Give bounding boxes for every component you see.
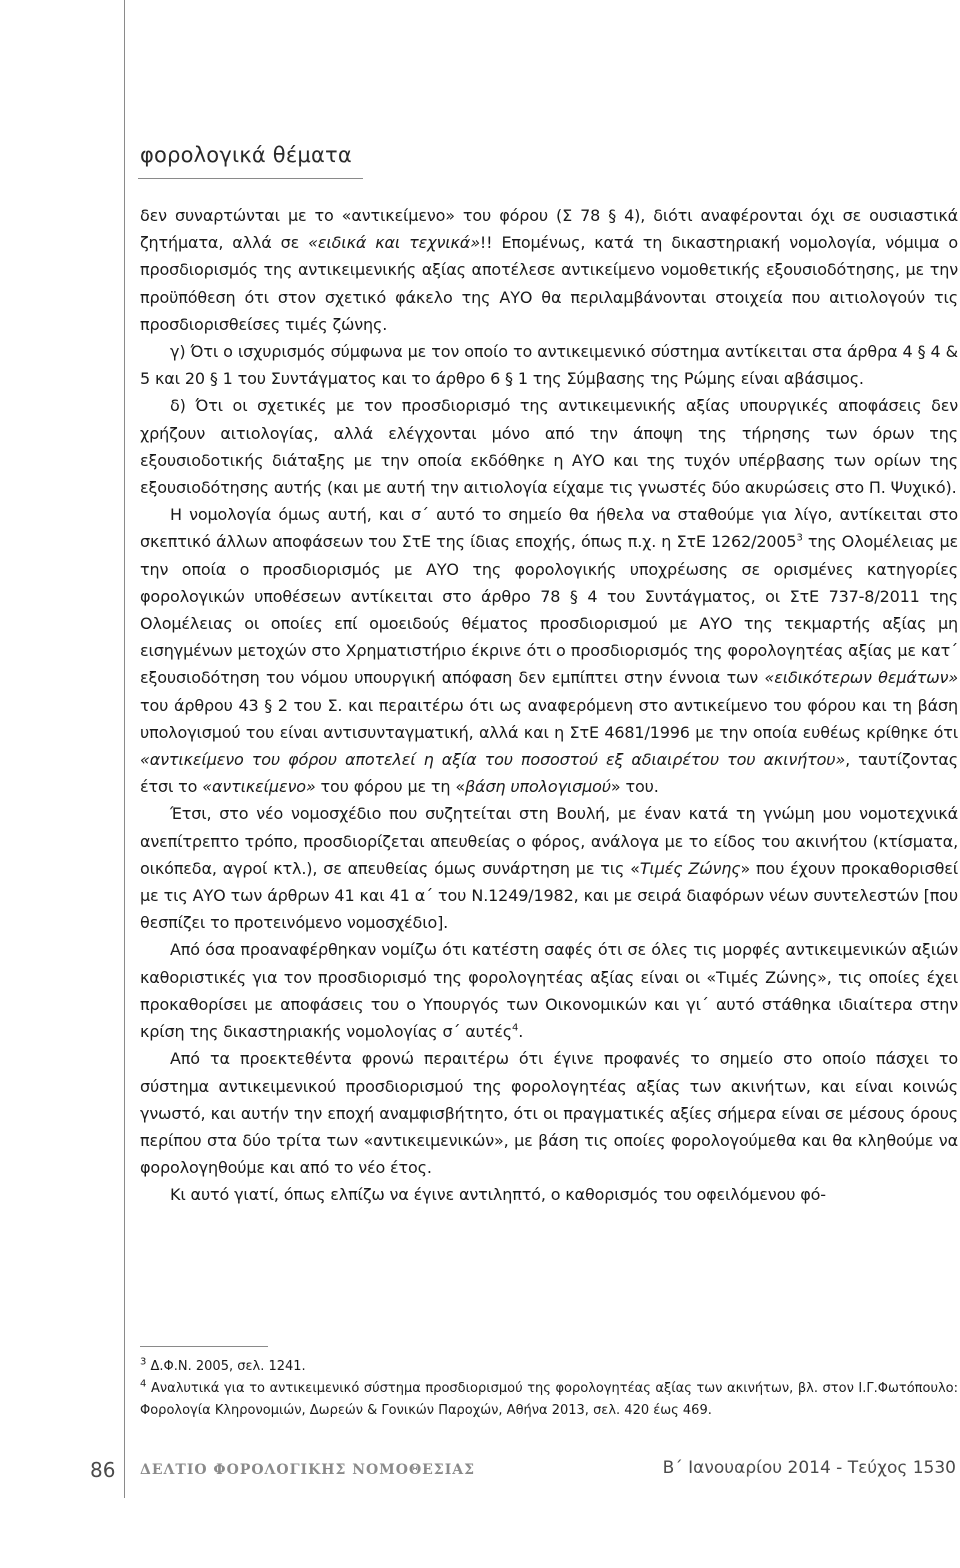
issue-info: Β΄ Ιανουαρίου 2014 - Τεύχος 1530: [662, 1458, 956, 1478]
paragraph-5: Έτσι, στο νέο νομοσχέδιο που συζητείται στη Βουλή, με έναν κατά τη γνώμη μου νομοτεχνικά ανεπίτρεπτο τρόπο, προσδιορίζεται απευθείας ο φόρος, ανάλογα με το είδος του ακινήτου (κτίσματα, οικόπεδα, αγροί κτλ.), σε απευθείας όμως συνάρτηση με τις «Τιμές Ζώνης» που έχουν προκαθορισθεί με τις ΑΥΟ των άρθρων 41 και 41 α΄ του Ν.1249/1982, και με σειρά διαφόρων νέων συντελεστών [που θεσπίζει το προτεινόμενο νομοσχέδιο].: [140, 804, 958, 933]
footnote-separator: [140, 1346, 268, 1347]
footnote-ref-4[interactable]: 4: [512, 1022, 519, 1034]
footer-divider: [124, 1470, 125, 1498]
paragraph-8: Κι αυτό γιατί, όπως ελπίζω να έγινε αντιληπτό, ο καθορισμός του οφειλόμενου φό-: [170, 1185, 826, 1205]
section-title: φορολογικά θέματα: [140, 143, 352, 167]
paragraph-4: Η νομολογία όμως αυτή, και σ΄ αυτό το σημείο θα ήθελα να σταθούμε για λίγο, αντίκειται στο σκεπτικό άλλων αποφάσεων του ΣτΕ της ίδιας εποχής, όπως π.χ. η ΣτΕ 1262/2005$^3$ της Ολομέλειας με την οποία ο προσδιορισμός με ΑΥΟ της φορολογικής υποχρέωσης σε ορισμένες κατηγορίες φορολογικών υποθέσεων αντίκειται στο άρθρο 78 § 4 του Συντάγματος, οι ΣτΕ 737-8/2011 της Ολομέλειας οι οποίες επί ομοειδούς θέματος προσδιορισμού με ΑΥΟ της τεκμαρτής αξίας μη εισηγμένων μετοχών στο Χρηματιστήριο έκρινε ότι ο προσδιορισμός της φορολογητέας αξίας με κατ΄ εξουσιοδότηση του νόμου υπουργική απόφαση δεν εμπίπτει στην έννοια των «ειδικότερων θεμάτων» του άρθρου 43 § 2 του Σ. και περαιτέρω ότι ως αναφερόμενη στο αντικείμενο του φόρου και τη βάση υπολογισμού του είναι αντισυνταγματική, αλλά και η ΣτΕ 4681/1996 με την οποία ευθέως κρίθηκε ότι «αντικείμενο του φόρου αποτελεί η αξία του ποσοστού εξ αδιαιρέτου του ακινήτου», ταυτίζοντας έτσι το «αντικείμενο» του φόρου με τη «βάση υπολογισμού» του.: [140, 505, 958, 797]
footnote-3: $^3$ Δ.Φ.Ν. 2005, σελ. 1241.: [140, 1356, 306, 1374]
page-number: 86: [90, 1458, 116, 1482]
paragraph-1: δεν συναρτώνται με το «αντικείμενο» του φόρου (Σ 78 § 4), διότι αναφέρονται όχι σε ουσιαστικά ζητήματα, αλλά σε «ειδικά και τεχνικά»!! Επομένως, κατά τη δικαστηριακή νομολογία, νόμιμα ο προσδιορισμός της αντικειμενικής αξίας αποτέλεσε αντικείμενο νομοθετικής εξουσιοδότησης, με την προϋπόθεση ότι στον σχετικό φάκελο της ΑΥΟ θα περιλαμβάνονται στοιχεία που αιτιολογούν τις προσδιορισθείσες τιμές ζώνης.: [140, 206, 958, 334]
paragraph-7: Από τα προεκτεθέντα φρονώ περαιτέρω ότι έγινε προφανές το σημείο στο οποίο πάσχει το σύστημα αντικειμενικού προσδιορισμού της φορολογητέας αξίας των ακινήτων, και είναι κοινώς γνωστό, και αυτήν την εποχή αναμφισβήτητο, ότι οι πραγματικές αξίες σήμερα είναι σε μέσους όρους περίπου στα δύο τρίτα των «αντικειμενικών», με βάση τις οποίες φορολογούμεθα και θα κληθούμε να φορολογηθούμε και από το νέο έτος.: [140, 1049, 958, 1178]
footnote-ref-3[interactable]: 3: [796, 533, 803, 545]
footnotes: [140, 1356, 958, 1422]
left-margin-rule: [124, 0, 125, 1470]
title-underline: [138, 178, 363, 179]
paragraph-6: Από όσα προαναφέρθηκαν νομίζω ότι κατέστη σαφές ότι σε όλες τις μορφές αντικειμενικών αξιών καθοριστικές για τον προσδιορισμό της φορολογητέας αξίας είναι οι «Τιμές Ζώνης», τις οποίες έχει προκαθορίσει με αποφάσεις του ο Υπουργός των Οικονομικών και γι΄ αυτό στάθηκα ιδιαίτερα στην κρίση της δικαστηριακής νομολογίας σ΄ αυτές$^4$.: [140, 940, 958, 1042]
paragraph-2: γ) Ότι ο ισχυρισμός σύμφωνα με τον οποίο το αντικειμενικό σύστημα αντίκειται στα άρθρα 4 § 4 & 5 και 20 § 1 του Συντάγματος και το άρθρο 6 § 1 της Σύμβασης της Ρώμης είναι αβάσιμος.: [140, 342, 958, 389]
journal-name: ΔΕΛΤΙΟ ΦΟΡΟΛΟΓΙΚΗΣ ΝΟΜΟΘΕΣΙΑΣ: [140, 1462, 476, 1478]
footnote-4: $^4$ Αναλυτικά για το αντικειμενικό σύστημα προσδιορισμού της φορολογητέας αξίας των ακινήτων, βλ. στον Ι.Γ.Φωτόπουλο: Φορολογία Κληρονομιών, Δωρεών & Γονικών Παροχών, Αθήνα 2013, σελ. 420 έως 469.: [140, 1378, 958, 1418]
paragraph-3: δ) Ότι οι σχετικές με τον προσδιορισμό της αντικειμενικής αξίας υπουργικές αποφάσεις δεν χρήζουν αιτιολογίας, αλλά ελέγχονται μόνο από την άποψη της τήρησης των όρων της εξουσιοδοτικής διάταξης με την οποία εκδόθηκε η ΑΥΟ και της τυχόν υπέρβασης των ορίων της εξουσιοδότησης αυτής (και με αυτή την αιτιολογία είχαμε τις γνωστές δύο ακυρώσεις στο Π. Ψυχικό).: [140, 396, 958, 498]
article-body: [140, 202, 958, 1209]
